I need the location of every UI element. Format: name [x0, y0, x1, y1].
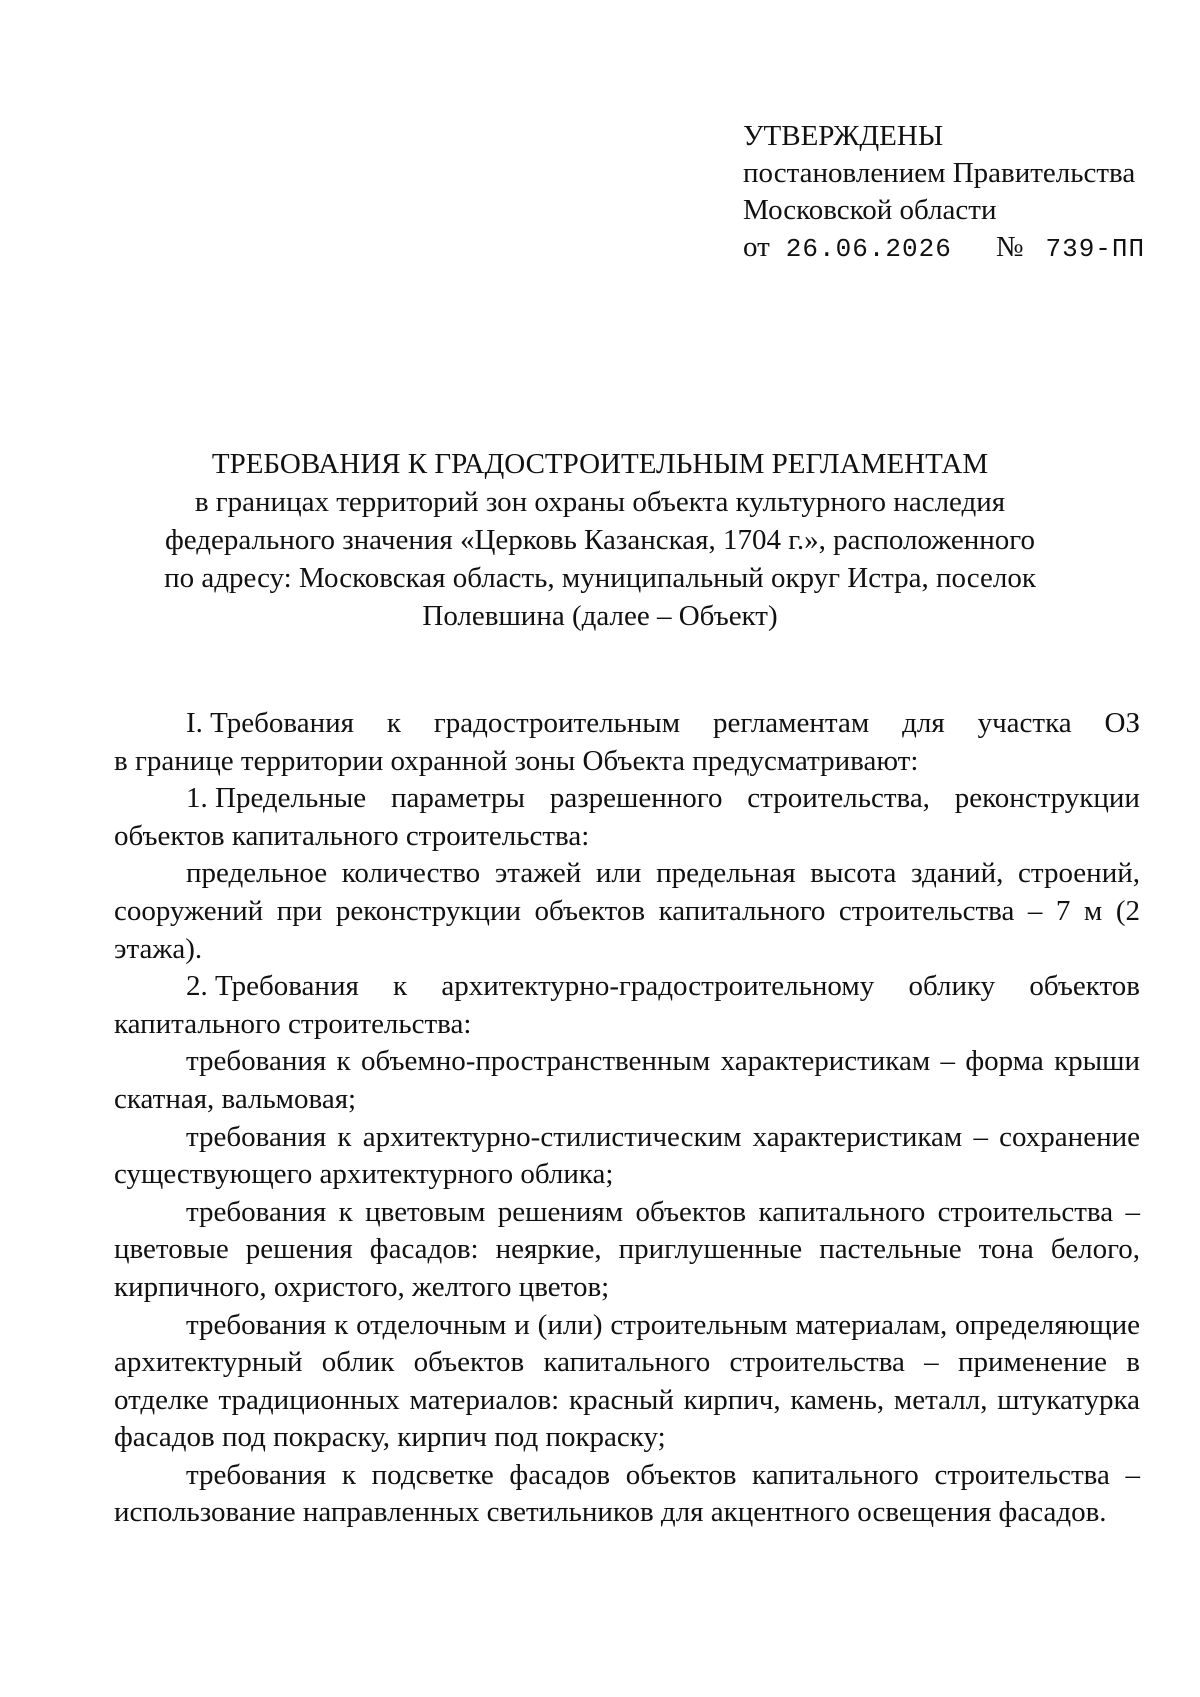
approval-line-1: постановлением Правительства — [743, 157, 1136, 189]
heading-line-3: по адресу: Московская область, муниципальный округ Истра, поселок — [164, 562, 1036, 594]
document-body — [114, 705, 1140, 1532]
item1-height-text: предельное количество этажей или предельная высота зданий, строений, сооружений при реконструкции объектов капитального строительства – 7 м (2 этажа). — [114, 857, 1140, 965]
requirement-style: требования к архитектурно-стилистическим характеристикам – сохранение существующего архитектурного облика; — [114, 1120, 1140, 1191]
approval-date-prefix: от — [743, 231, 770, 263]
approval-date: 26.06.2026 — [785, 234, 952, 264]
item2-rest: капитального строительства: — [114, 1007, 472, 1040]
requirement-materials: требования к отделочным и (или) строительным материалам, определяющие архитектурный облик объектов капитального строительства – применение в отделке традиционных материалов: красный кирпич, камень, металл, штукатурка фасадов под покраску, кирпич под покраску; — [114, 1308, 1140, 1454]
approval-line-2: Московской области — [743, 194, 997, 226]
approval-title: УТВЕРЖДЕНЫ — [743, 120, 944, 152]
approval-number-sign: № — [995, 231, 1024, 263]
heading-line-2: федерального значения «Церковь Казанская, 1704 г.», расположенного — [165, 524, 1035, 556]
section-intro-rest: в границе территории охранной зоны Объекта предусматривают: — [114, 744, 919, 777]
requirement-lighting: требования к подсветке фасадов объектов капитального строительства – использование направленных светильников для акцентного освещения фасадов. — [114, 1458, 1140, 1529]
approval-number: 739-ПП — [1045, 234, 1146, 264]
requirement-volume: требования к объемно-пространственным характеристикам – форма крыши скатная, вальмовая; — [114, 1045, 1140, 1115]
document-heading — [110, 445, 1090, 635]
approval-date-line — [743, 229, 1173, 268]
item2-first-line: 2. Требования к архитектурно-градостроительному облику объектов — [186, 970, 1140, 1003]
requirement-color: требования к цветовым решениям объектов капитального строительства – цветовые решения фасадов: неяркие, приглушенные пастельные тона белого, кирпичного, охристого, желтого цветов; — [114, 1195, 1140, 1303]
approval-stamp — [743, 118, 1173, 268]
heading-line-1: в границах территорий зон охраны объекта культурного наследия — [194, 486, 1006, 518]
item1-rest: объектов капитального строительства: — [114, 819, 590, 852]
section-intro-first-line: I. Требования к градостроительным регламентам для участка ОЗ — [186, 707, 1140, 739]
document-title: ТРЕБОВАНИЯ К ГРАДОСТРОИТЕЛЬНЫМ РЕГЛАМЕНТАМ — [211, 448, 989, 480]
item1-first-line: 1. Предельные параметры разрешенного строительства, реконструкции — [186, 782, 1140, 815]
heading-line-4: Полевшина (далее – Объект) — [422, 600, 778, 632]
